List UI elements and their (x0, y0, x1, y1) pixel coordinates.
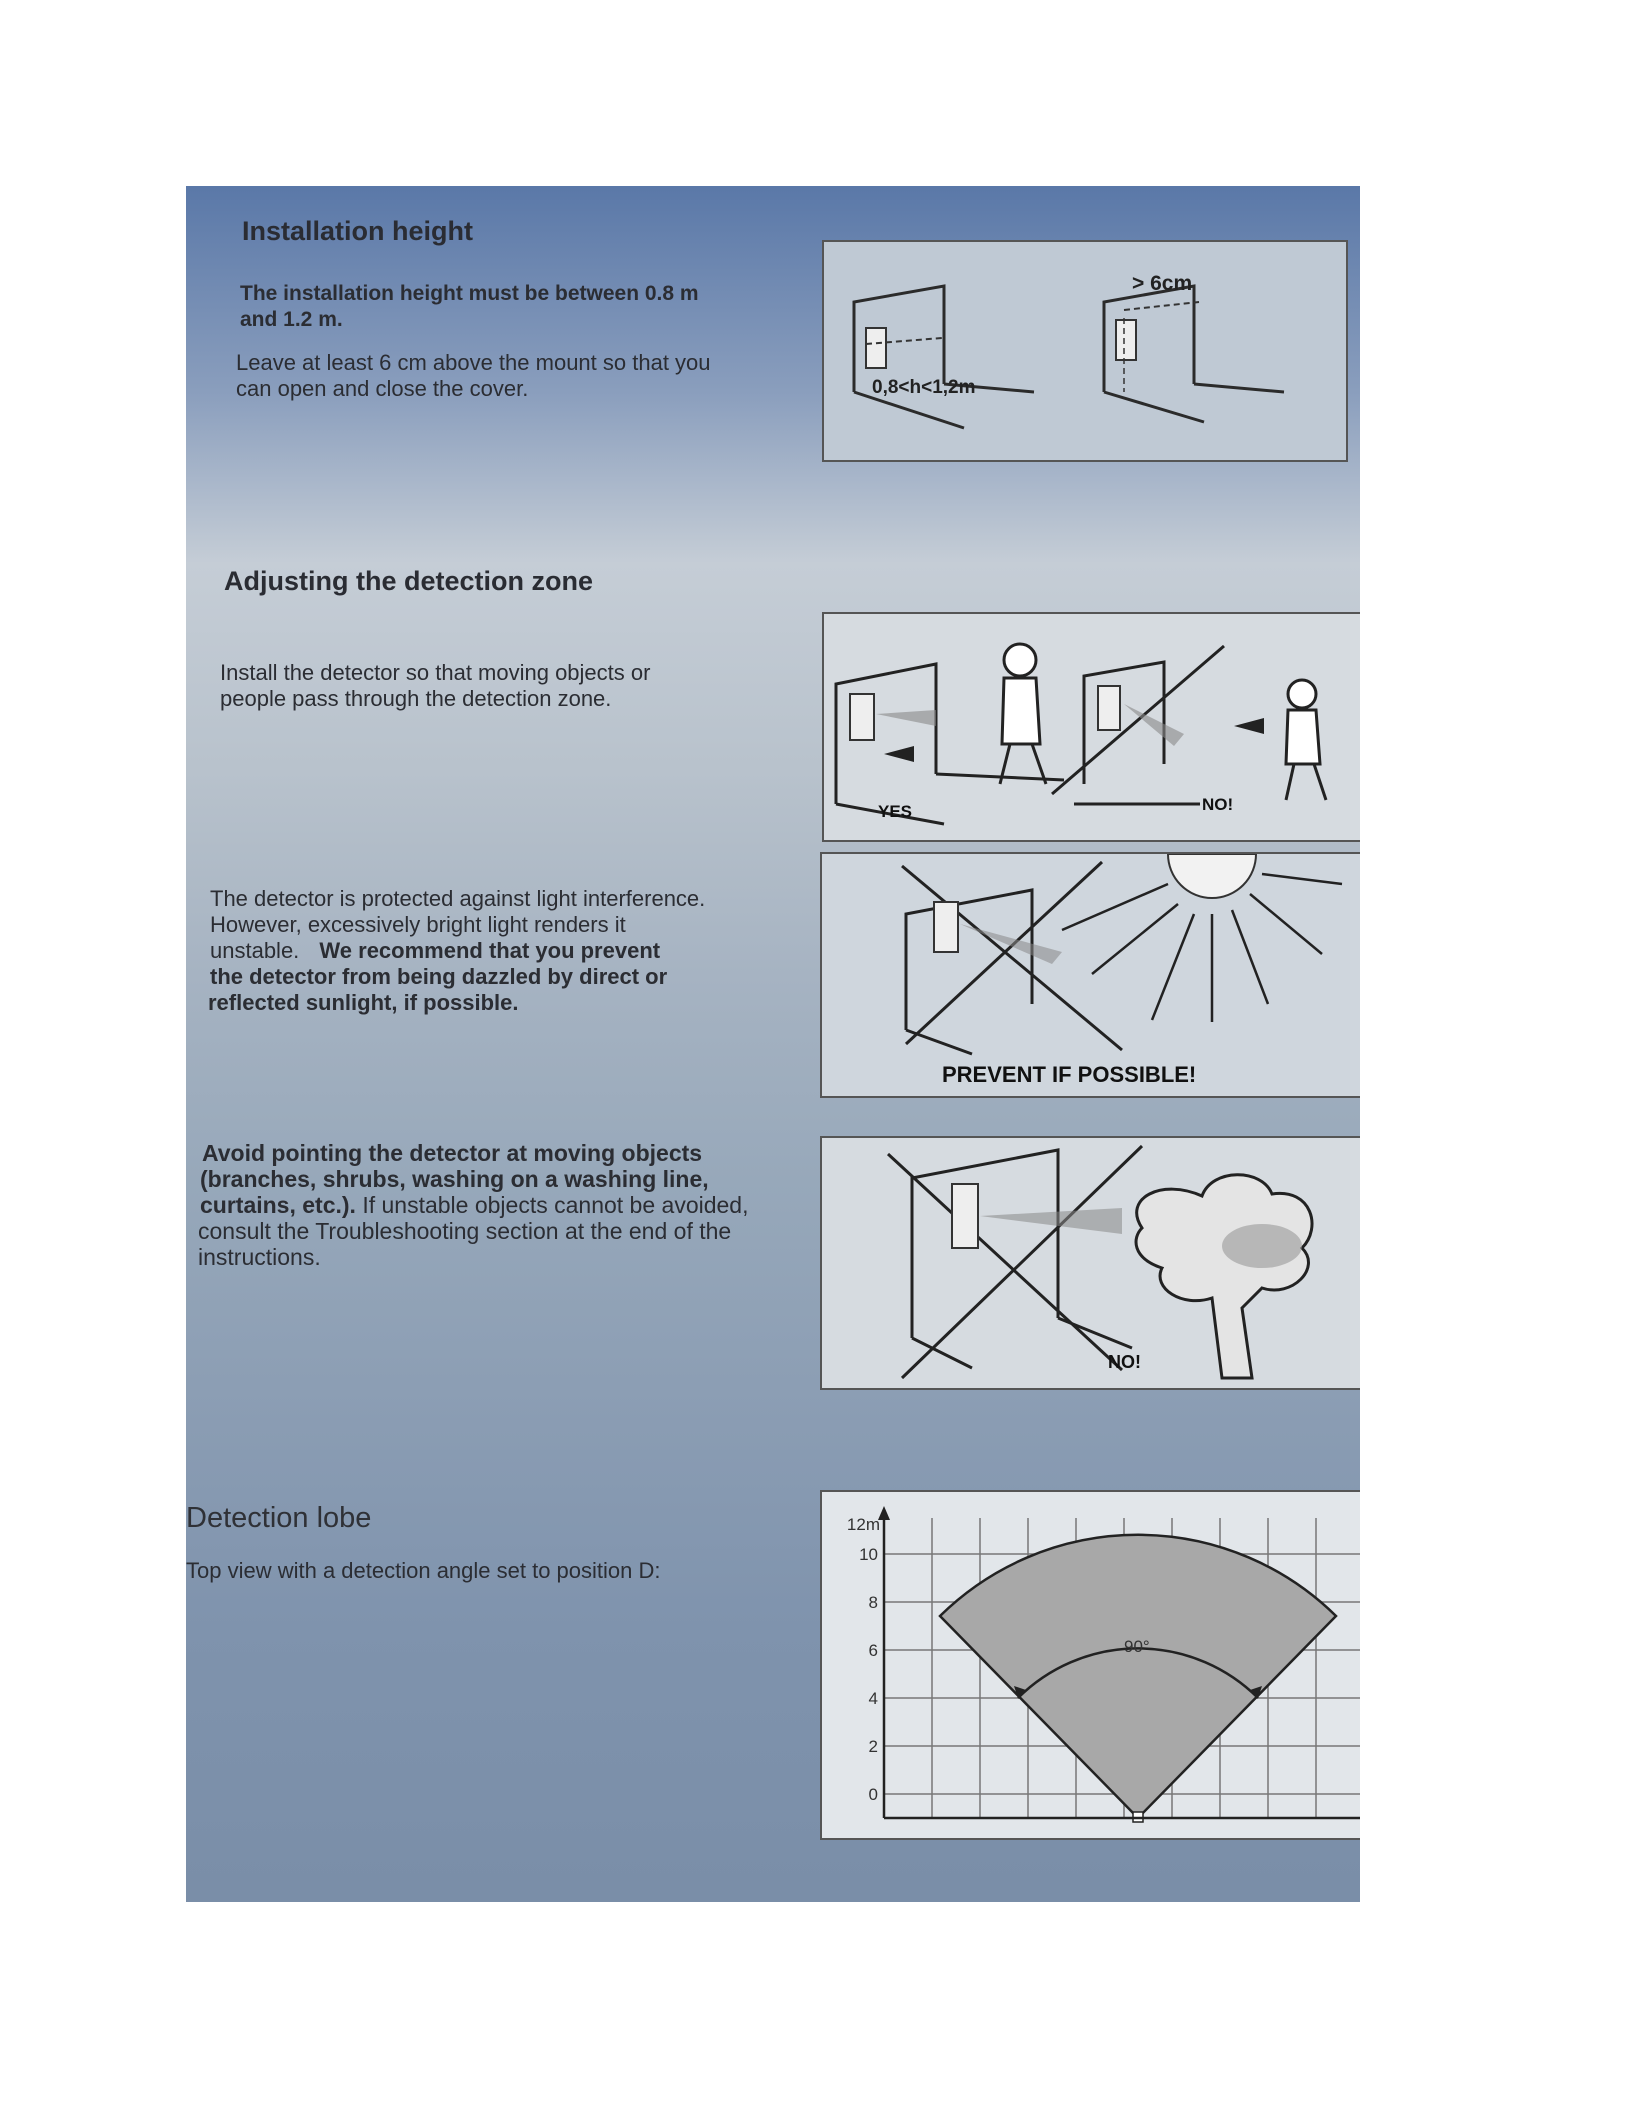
moving-line2: (branches, shrubs, washing on a washing line, (200, 1166, 709, 1192)
moving-figure (820, 1136, 1360, 1390)
moving-line3a: curtains, etc.). (200, 1192, 356, 1218)
angle-label: 90° (1124, 1637, 1150, 1656)
detection-lobe-area (940, 1535, 1336, 1818)
lobe-caption: Top view with a detection angle set to position D: (186, 1558, 661, 1583)
moving-line1: Avoid pointing the detector at moving objects (202, 1140, 703, 1166)
light-line3b: We recommend that you prevent (319, 938, 661, 963)
tree-icon (1136, 1175, 1312, 1378)
installation-note-line1: Leave at least 6 cm above the mount so that you (236, 350, 711, 375)
installation-figure-drawing (824, 242, 1346, 460)
y-tick-4: 4 (868, 1689, 878, 1708)
person-icon (1004, 644, 1036, 676)
person-icon-2 (1288, 680, 1316, 708)
y-tick-8: 8 (868, 1593, 878, 1612)
installation-heading: Installation height (242, 216, 474, 246)
installation-figure (822, 240, 1348, 462)
y-tick-10: 10 (859, 1545, 878, 1564)
zone-figure-drawing (824, 614, 1360, 840)
moving-line4: consult the Troubleshooting section at the end of the (198, 1218, 732, 1244)
gap-label: > 6cm (1132, 272, 1193, 295)
zone-figure (822, 612, 1360, 842)
light-figure-drawing (822, 854, 1360, 1096)
zone-line2: people pass through the detection zone. (220, 686, 612, 711)
light-line1: The detector is protected against light interference. (210, 886, 706, 911)
light-line3-wrap (210, 938, 660, 963)
zone-no-label: NO! (1202, 795, 1234, 814)
lobe-figure (820, 1490, 1360, 1840)
manual-page-photo (186, 186, 1360, 1902)
y-tick-6: 6 (868, 1641, 878, 1660)
moving-no-label: NO! (1108, 1352, 1141, 1372)
moving-line3b: If unstable objects cannot be avoided, (362, 1192, 749, 1218)
lobe-heading: Detection lobe (186, 1502, 372, 1534)
lobe-chart (822, 1492, 1360, 1838)
light-line4: the detector from being dazzled by direct or (210, 964, 668, 989)
installation-line1: The installation height must be between 0.8 m (240, 282, 699, 305)
light-caption: PREVENT IF POSSIBLE! (942, 1062, 1197, 1087)
light-line3: unstable. (210, 938, 300, 963)
y-tick-2: 2 (868, 1737, 878, 1756)
height-label: 0,8<h<1,2m (872, 377, 976, 398)
moving-line5: instructions. (198, 1244, 321, 1270)
installation-line2: and 1.2 m. (240, 308, 343, 331)
installation-note-line2: can open and close the cover. (236, 376, 529, 401)
light-figure (820, 852, 1360, 1098)
light-line2: However, excessively bright light renders it (210, 912, 626, 937)
y-tick-12: 12m (846, 1515, 880, 1534)
moving-figure-drawing (822, 1138, 1360, 1388)
moving-line3-wrap (200, 1192, 749, 1218)
detector-icon-2 (1116, 320, 1136, 360)
sun-icon (1168, 854, 1256, 898)
y-tick-0: 0 (868, 1785, 878, 1804)
zone-yes-label: YES (878, 802, 913, 821)
light-line5: reflected sunlight, if possible. (208, 990, 519, 1015)
zone-line1: Install the detector so that moving objects or (220, 660, 651, 685)
zone-heading: Adjusting the detection zone (224, 566, 593, 596)
detector-icon (866, 328, 886, 368)
